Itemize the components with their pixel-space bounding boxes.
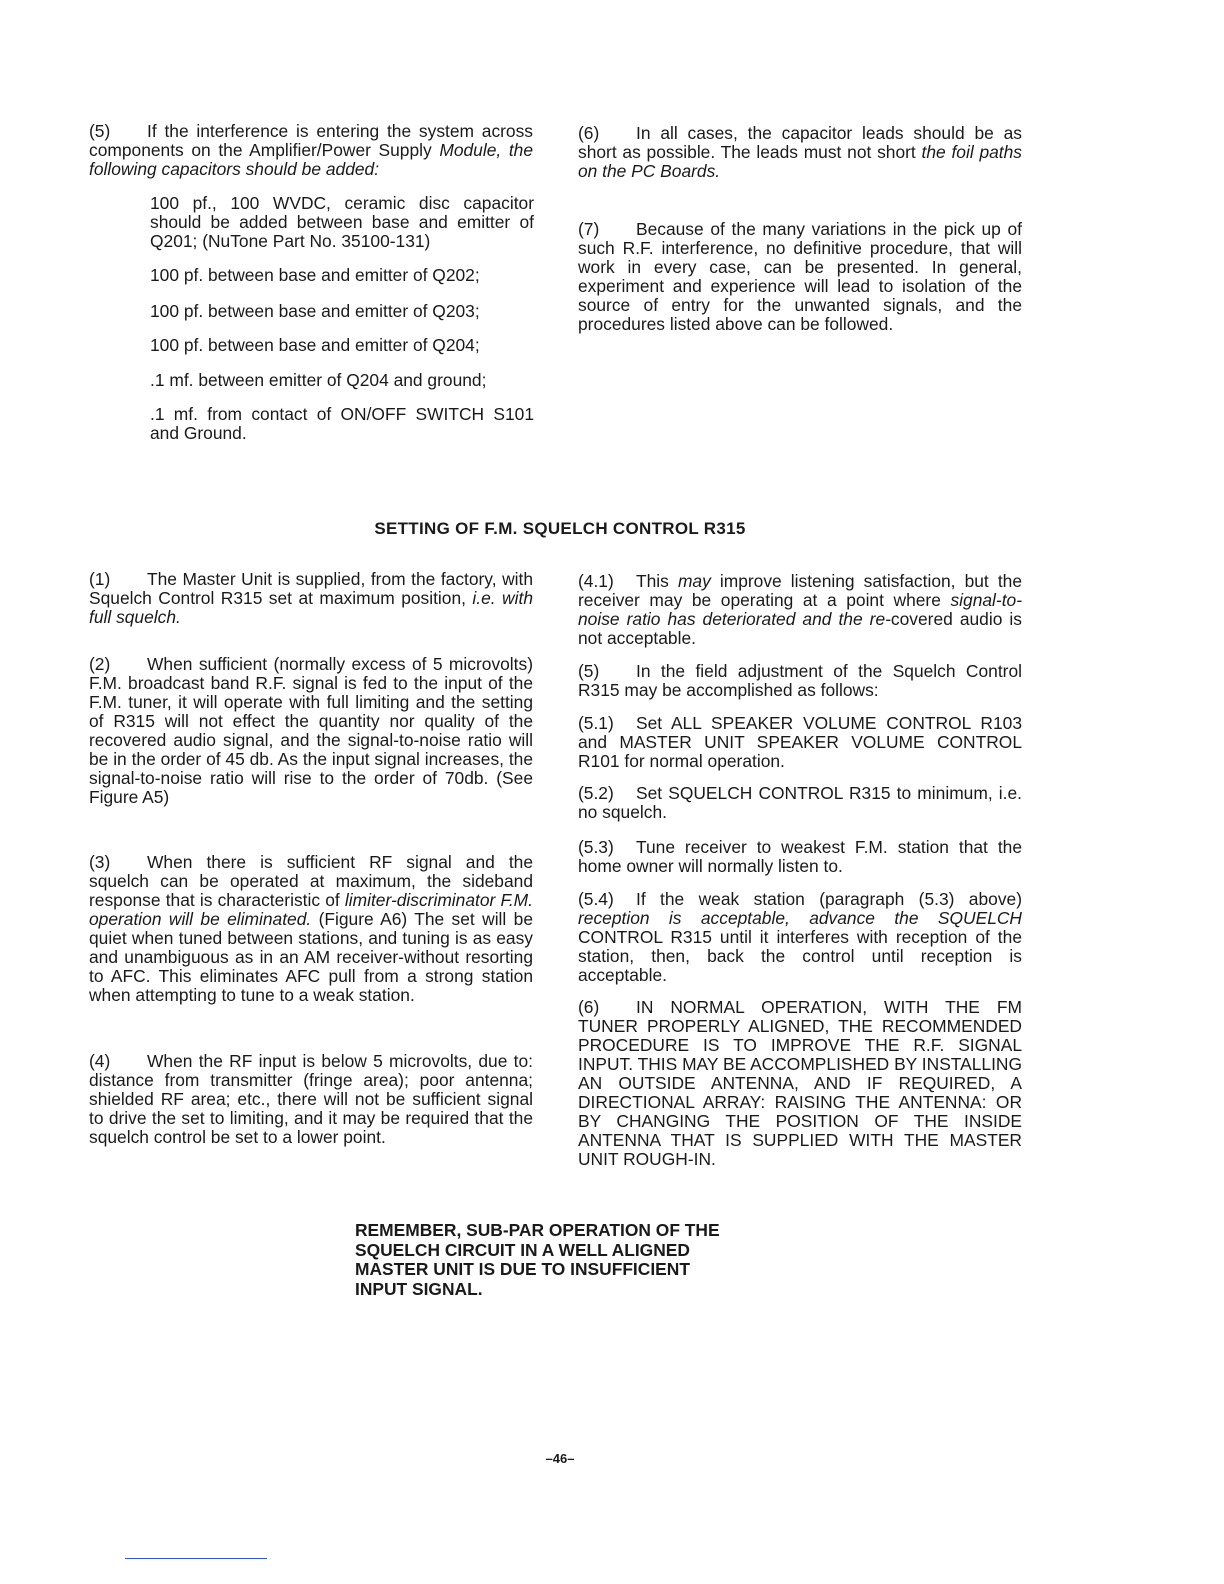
top-right-para-7 (578, 220, 1022, 334)
list-item: 100 pf. between base and emitter of Q203; (150, 301, 480, 321)
top-right-para-6 (578, 124, 1022, 181)
para-text: Tune receiver to weakest F.M. station that the home owner will normally listen to. (578, 837, 1022, 876)
left-para-1 (89, 570, 533, 627)
list-item: 100 pf. between base and emitter of Q202; (150, 265, 480, 285)
para-text: Set SQUELCH CONTROL R315 to minimum, i.e. no squelch. (578, 783, 1022, 822)
left-para-4 (89, 1052, 533, 1147)
para-text-italic: i.e. with full squelch. (89, 588, 533, 627)
para-number: (6) (578, 997, 600, 1017)
right-para-5-4 (578, 890, 1022, 985)
para-text: In the field adjustment of the Squelch Control R315 may be accomplished as follows: (578, 661, 1022, 700)
para-text-italic: signal-to-noise ratio has deteriorated and the re- (578, 590, 1022, 629)
para-number: (5) (578, 661, 600, 681)
para-text: Because of the many variations in the pick up of such R.F. interference, no definitive procedure, that will work in every case, can be presented. In general, experiment and experience will lead to isolation of the source of entry for the unwanted signals, and the procedures listed above can be followed. (578, 219, 1022, 334)
list-item: 100 pf., 100 WVDC, ceramic disc capacitor should be added between base and emitter of Q201; (NuTone Part No. 35100-131) (150, 193, 534, 251)
para-number: (4.1) (578, 571, 614, 591)
para-number: (5) (89, 121, 111, 141)
para-text: CONTROL R315 until it interferes with reception of the station, then, back the control until reception is acceptable. (578, 927, 1022, 985)
para-number: (3) (89, 852, 111, 872)
para-text: In all cases, the capacitor leads should be as short as possible. The leads must not short (578, 123, 1022, 162)
para-text-italic: limiter-discriminator F.M. operation will be eliminated. (89, 890, 534, 929)
para-text: Set ALL SPEAKER VOLUME CONTROL R103 and MASTER UNIT SPEAKER VOLUME CONTROL R101 for normal operation. (578, 713, 1022, 771)
para-number: (6) (578, 123, 600, 143)
para-text-italic: reception is acceptable, advance the SQUELCH (578, 908, 1022, 928)
para-number: (4) (89, 1051, 111, 1071)
list-item: .1 mf. from contact of ON/OFF SWITCH S101 and Ground. (150, 404, 534, 443)
para-text: If the weak station (paragraph (5.3) above) (636, 889, 1022, 909)
para-number: (5.3) (578, 837, 614, 857)
list-item: .1 mf. between emitter of Q204 and ground; (150, 370, 487, 390)
para-number: (1) (89, 569, 111, 589)
para-text: (Figure A6) The set will be quiet when tuned between stations, and tuning is as easy and unambiguous as in an AM receiver-without resorting to AFC. This eliminates AFC pull from a strong station when attempting to tune to a weak station. (89, 909, 533, 1005)
para-text: If the interference is entering the system across components on the Amplifier/Power Supply (89, 121, 533, 160)
para-text: improve listening satisfaction, but the receiver may be operating at a point where (578, 571, 1023, 610)
right-para-4-1 (578, 572, 1022, 648)
para-text: IN NORMAL OPERATION, WITH THE FM TUNER PROPERLY ALIGNED, THE RECOMMENDED PROCEDURE IS TO IMPROVE THE R.F. SIGNAL INPUT. THIS MAY BE ACCOMPLISHED BY INSTALLING AN OUTSIDE ANTENNA, AND IF REQUIRED, A DIRECTIONAL ARRAY: RAISING THE ANTENNA: OR BY CHANGING THE POSITION OF THE INSIDE ANTENNA THAT IS SUPPLIED WITH THE MASTER UNIT ROUGH-IN. (578, 997, 1022, 1169)
footer-divider (125, 1558, 267, 1559)
page-number: –46– (545, 1451, 575, 1466)
para-text-italic: Module, the following capacitors should be added: (89, 140, 533, 179)
right-para-5-3 (578, 838, 1022, 876)
list-item: 100 pf. between base and emitter of Q204; (150, 335, 480, 355)
right-para-6 (578, 998, 1022, 1169)
left-para-2 (89, 655, 533, 807)
para-text: When sufficient (normally excess of 5 microvolts) F.M. broadcast band R.F. signal is fed to the input of the F.M. tuner, it will operate with full limiting and the setting of R315 will not effect the quantity nor quality of the recovered audio signal, and the signal-to-noise ratio will be in the order of 45 db. As the input signal increases, the signal-to-noise ratio will rise to the order of 70db. (See Figure A5) (89, 654, 533, 807)
remember-line: SQUELCH CIRCUIT IN A WELL ALIGNED (355, 1239, 690, 1260)
para-text-italic: the foil paths on the PC Boards. (578, 142, 1022, 181)
para-number: (7) (578, 219, 600, 239)
para-text: When there is sufficient RF signal and the squelch can be operated at maximum, the sideband response that is characteristic of (89, 852, 533, 910)
para-text-italic: may (677, 571, 711, 591)
para-number: (2) (89, 654, 111, 674)
top-left-para-5 (89, 122, 533, 179)
right-para-5-1 (578, 714, 1022, 771)
right-para-5-2 (578, 784, 1022, 822)
remember-line: REMEMBER, SUB-PAR OPERATION OF THE (355, 1220, 720, 1240)
para-text: The Master Unit is supplied, from the factory, with Squelch Control R315 set at maximum position, (89, 569, 533, 608)
para-number: (5.4) (578, 889, 614, 909)
remember-line: MASTER UNIT IS DUE TO INSUFFICIENT (355, 1259, 690, 1279)
para-text: covered audio is not acceptable. (578, 609, 1022, 648)
para-number: (5.2) (578, 783, 614, 803)
left-para-3 (89, 853, 533, 1005)
para-number: (5.1) (578, 713, 614, 733)
para-text: This (636, 571, 678, 591)
right-para-5 (578, 662, 1022, 700)
para-text: When the RF input is below 5 microvolts, due to: distance from transmitter (fringe area); poor antenna; shielded RF area; etc., there will not be sufficient signal to drive the set to limiting, and it may be required that the squelch control be set to a lower point. (89, 1051, 533, 1147)
capacitor-list (150, 194, 534, 443)
section-heading: SETTING OF F.M. SQUELCH CONTROL R315 (374, 519, 746, 538)
remember-line: INPUT SIGNAL. (355, 1278, 483, 1299)
remember-note (355, 1221, 775, 1299)
